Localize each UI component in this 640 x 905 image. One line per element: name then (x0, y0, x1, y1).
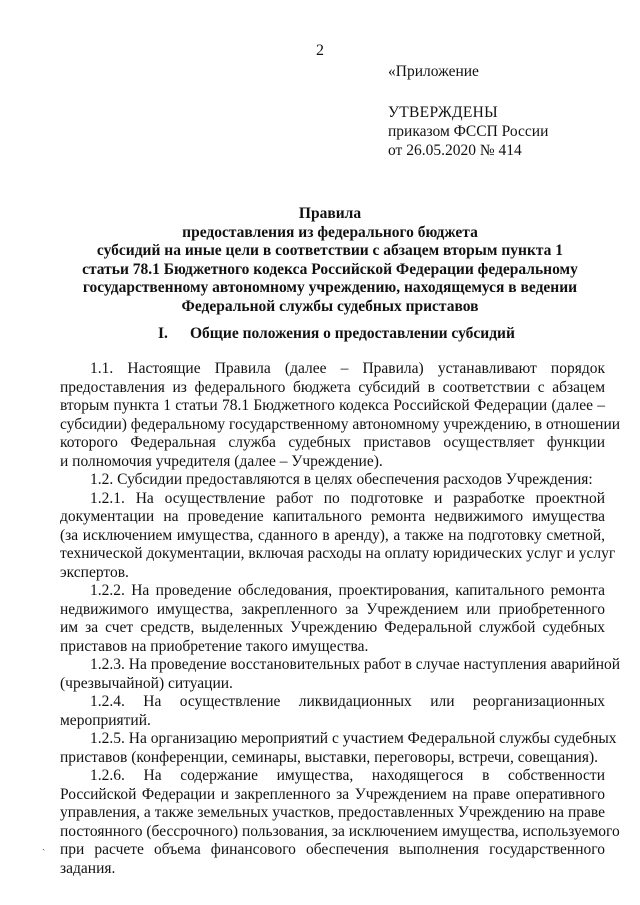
paragraph (60, 693, 605, 730)
paragraph-line: 1.2.2. На проведение обследования, проектирования, капитального ремонта (90, 582, 605, 599)
paragraph (60, 582, 605, 656)
paragraph-line: технической документации, включая расходы на оплату юридических услуг и услуг (60, 545, 616, 562)
paragraph-line: экспертов. (60, 563, 129, 581)
title-line: Правила (298, 205, 362, 222)
title-line: субсидий на иные цели в соответствии с абзацем вторым пункта 1 (96, 242, 564, 259)
title-line: государственному автономному учреждению, находящемуся в ведении (82, 279, 578, 296)
paragraph-line: приставов (конференции, семинары, выставки, переговоры, встречи, совещания). (60, 748, 599, 766)
title-line: предоставления из федерального бюджета (182, 223, 478, 241)
paragraph-line: которого Федеральная служба судебных приставов осуществляет функции (60, 434, 605, 451)
paragraph-line: мероприятий. (60, 711, 151, 729)
margin-mark: ˏ (42, 840, 46, 851)
title-line: Федеральной службы судебных приставов (181, 297, 479, 315)
appendix-label: «Приложение (388, 63, 479, 80)
paragraph-line: 1.2.1. На осуществление работ по подготовке и разработке проектной (90, 489, 605, 507)
approved-label: УТВЕРЖДЕНЫ (388, 104, 498, 121)
paragraph-line: им за счет средств, выделенных Учреждению Федеральной службой судебных (60, 619, 605, 636)
paragraph (60, 489, 616, 583)
document-body (60, 360, 621, 878)
paragraph-line: управления, а также земельных участков, предоставленных Учреждению на праве (60, 804, 605, 821)
page-number: 2 (316, 42, 324, 59)
paragraph-line: предоставления из федерального бюджета субсидий в соответствии с абзацем (60, 378, 605, 396)
section-number: I. (158, 325, 168, 342)
approval-block (388, 62, 628, 160)
paragraph-line: постоянного (бессрочного) пользования, за исключением имущества, используемого (60, 822, 620, 840)
document-title (40, 205, 620, 316)
section-title: Общие положения о предоставлении субсидий (190, 325, 515, 342)
paragraph-line: 1.2.6. На содержание имущества, находящегося в собственности (90, 767, 605, 784)
section-heading (158, 325, 618, 343)
paragraph-line: Российской Федерации и закрепленного за Учреждением на праве оперативного (60, 785, 605, 803)
paragraph-line: задания. (60, 859, 116, 877)
paragraph-line: документации на проведение капитального ремонта недвижимого имущества (60, 508, 605, 525)
paragraph-line: недвижимого имущества, закрепленного за Учреждением или приобретенного (60, 600, 605, 618)
paragraph-line: 1.2.3. На проведение восстановительных работ в случае наступления аварийной (90, 656, 621, 673)
paragraph-line: (за исключением имущества, сданного в аренду), а также на подготовку сметной, (60, 526, 605, 544)
paragraph-line: 1.1. Настоящие Правила (далее – Правила) устанавливают порядок (90, 360, 605, 377)
paragraph-line: приставов на приобретение такого имущества. (60, 637, 369, 655)
title-line: статьи 78.1 Бюджетного кодекса Российской Федерации федеральному (82, 260, 578, 278)
paragraph (60, 360, 621, 471)
paragraph (60, 471, 605, 490)
paragraph (60, 730, 617, 767)
approval-date: от 26.05.2020 № 414 (388, 142, 522, 159)
paragraph-line: вторым пункта 1 статьи 78.1 Бюджетного кодекса Российской Федерации (далее – (60, 397, 605, 414)
paragraph-line: субсидии) федеральному государственному автономному учреждению, в отношении (60, 415, 621, 433)
paragraph-line: 1.2. Субсидии предоставляются в целях обеспечения расходов Учреждения: (90, 471, 593, 488)
paragraph-line: и полномочия учредителя (далее – Учреждение). (60, 452, 383, 470)
paragraph-line: 1.2.4. На осуществление ликвидационных или реорганизационных (90, 693, 605, 710)
paragraph (60, 656, 621, 693)
paragraph (60, 767, 620, 878)
paragraph-line: (чрезвычайной) ситуации. (60, 674, 233, 692)
paragraph-line: 1.2.5. На организацию мероприятий с участием Федеральной службы судебных (90, 730, 617, 747)
approval-order: приказом ФССП России (388, 123, 549, 140)
paragraph-line: при расчете объема финансового обеспечения выполнения государственного (60, 841, 605, 858)
